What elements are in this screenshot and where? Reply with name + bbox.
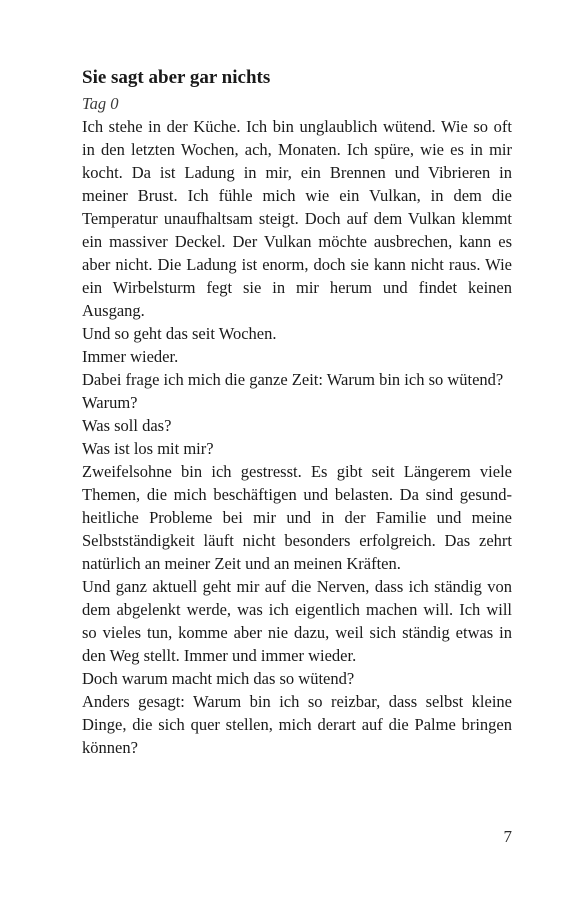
paragraph: Was ist los mit mir? [82,439,214,458]
paragraph: Immer wieder. [82,347,179,366]
paragraph: Warum? [82,393,138,412]
paragraph: Und ganz aktuell geht mir auf die Nerven, dass ich ständig von dem abgelenkt werde, was ich eigentlich machen will. Ich will so vieles tun, komme aber nie dazu, weil sich ständig etwas in den Weg stellt. Immer und immer wieder. [82,577,512,665]
paragraph: Zweifelsohne bin ich gestresst. Es gibt seit Längerem viele Themen, die mich beschäftigen und belasten. Da sind gesundheitliche Probleme bei mir und in der Familie und meine Selbstständigkeit läuft nicht besonders erfolgreich. Das zehrt natürlich an meiner Zeit und an meinen Kräften. [82,462,512,573]
page-body [82,64,512,759]
paragraph: Was soll das? [82,416,172,435]
page-number: 7 [503,827,512,846]
paragraph: Und so geht das seit Wochen. [82,324,277,343]
chapter-subheading: Tag 0 [82,94,119,113]
paragraph: Ich stehe in der Küche. Ich bin unglaublich wütend. Wie so oft in den letzten Wochen, ach, Monaten. Ich spüre, wie es in mir kocht. Da ist Ladung in mir, ein Brennen und Vibrieren in meiner Brust. Ich fühle mich wie ein Vulkan, in dem die Temperatur unaufhaltsam steigt. Doch auf dem Vulkan klemmt ein massiver Deckel. Der Vulkan möchte ausbrechen, kann es aber nicht. Die Ladung ist enorm, doch sie kann nicht raus. Wie ein Wirbelsturm fegt sie in mir herum und findet keinen Ausgang. [82,117,512,320]
paragraph: Doch warum macht mich das so wütend? [82,669,355,688]
paragraph: Anders gesagt: Warum bin ich so reizbar, dass selbst kleine Dinge, die sich quer stellen, mich derart auf die Palme bringen können? [82,692,512,757]
paragraph: Dabei frage ich mich die ganze Zeit: Warum bin ich so wütend? [82,370,504,389]
chapter-heading: Sie sagt aber gar nichts [82,67,271,88]
